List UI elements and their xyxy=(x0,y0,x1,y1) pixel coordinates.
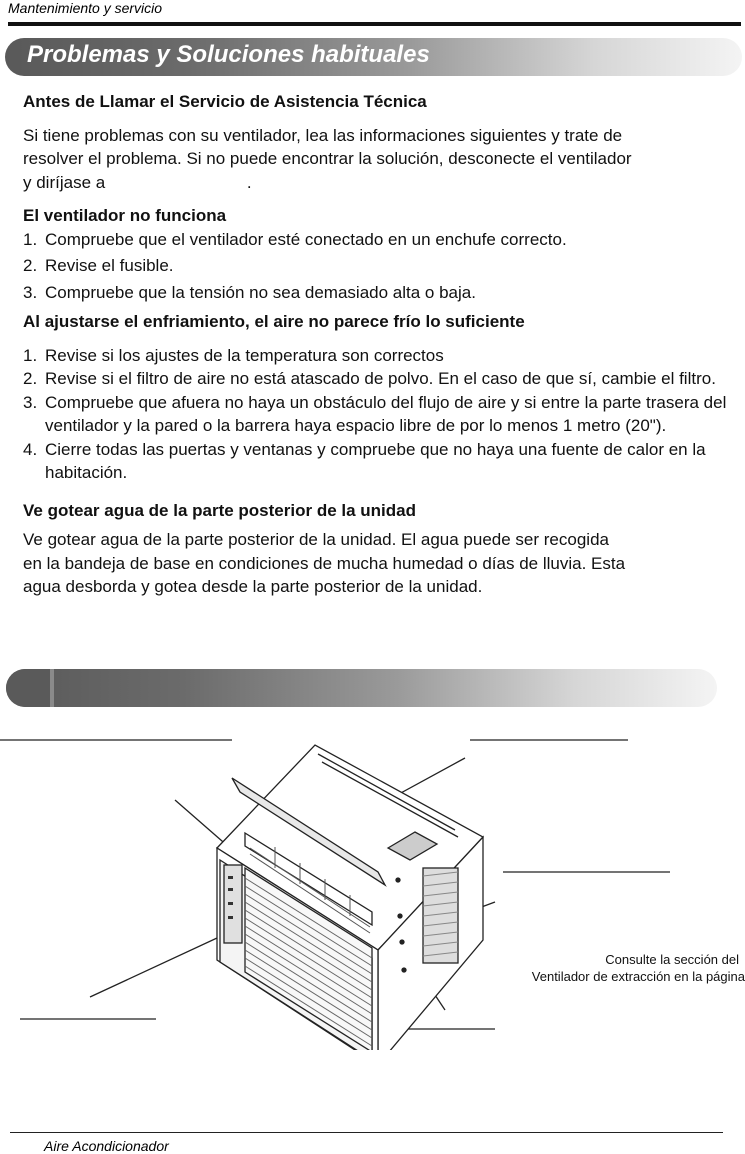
footer-product: Aire Acondicionador xyxy=(44,1138,169,1154)
item-number: 3. xyxy=(23,392,38,412)
diagram-banner xyxy=(6,669,717,707)
section1-list xyxy=(23,228,743,305)
list-item xyxy=(23,281,743,305)
banner-tab xyxy=(6,669,50,707)
intro-line-2: resolver el problema. Si no puede encontrar la solución, desconecte el ventilador xyxy=(23,149,632,168)
list-item xyxy=(23,344,743,368)
list-item xyxy=(23,254,743,278)
air-conditioner-diagram xyxy=(0,720,745,1050)
section-header: Mantenimiento y servicio xyxy=(8,0,163,16)
item-text: Revise el fusible. xyxy=(45,256,174,275)
section2-heading: Al ajustarse el enfriamiento, el aire no parece frío lo suficiente xyxy=(23,312,525,331)
item-number: 2. xyxy=(23,369,38,388)
header-rule xyxy=(8,22,741,26)
section3-line-3: agua desborda y gotea desde la parte posterior de la unidad. xyxy=(23,577,483,596)
list-item xyxy=(23,367,743,391)
list-item xyxy=(23,228,743,252)
item-text: Revise si el filtro de aire no está atascado de polvo. En el caso de que sí, cambie el filtro. xyxy=(45,369,716,388)
intro-line-1: Si tiene problemas con su ventilador, lea las informaciones siguientes y trate de xyxy=(23,125,623,145)
section2-list xyxy=(23,344,743,485)
item-number: 3. xyxy=(23,282,38,302)
section3-heading: Ve gotear agua de la parte posterior de la unidad xyxy=(23,500,416,520)
item-number: 1. xyxy=(23,345,38,365)
footer-rule xyxy=(10,1132,723,1133)
section1-heading: El ventilador no funciona xyxy=(23,206,227,225)
intro-heading: Antes de Llamar el Servicio de Asistencia Técnica xyxy=(23,92,427,111)
item-number: 4. xyxy=(23,439,38,459)
item-text: Cierre todas las puertas y ventanas y compruebe que no haya una fuente de calor en la habitación. xyxy=(45,439,706,482)
item-text: Revise si los ajustes de la temperatura son correctos xyxy=(45,345,444,365)
intro-paragraph xyxy=(23,124,743,195)
section3-line-2: en la bandeja de base en condiciones de mucha humedad o días de lluvia. Esta xyxy=(23,553,626,573)
exhaust-note-line-2: Ventilador de extracción en la página xyxy=(531,969,745,984)
banner-divider xyxy=(50,669,54,707)
intro-line-3: y diríjase a . xyxy=(23,172,252,192)
item-text: Compruebe que el ventilador esté conectado en un enchufe correcto. xyxy=(45,229,567,249)
section3-paragraph xyxy=(23,528,743,599)
item-text: Compruebe que afuera no haya un obstáculo del flujo de aire y si entre la parte trasera del ventilador y la pared o la barrera haya espacio libre de por lo menos 1 metro (20"). xyxy=(45,392,727,435)
exhaust-note-line-1: Consulte la sección del xyxy=(605,952,739,967)
main-content xyxy=(23,90,743,599)
section3-line-1: Ve gotear agua de la parte posterior de la unidad. El agua puede ser recogida xyxy=(23,530,609,549)
page-title: Problemas y Soluciones habituales xyxy=(27,41,430,68)
item-text: Compruebe que la tensión no sea demasiado alta o baja. xyxy=(45,282,476,302)
item-number: 2. xyxy=(23,256,38,275)
list-item xyxy=(23,391,743,438)
item-number: 1. xyxy=(23,229,38,249)
list-item xyxy=(23,438,743,485)
leader-front-panel xyxy=(175,800,230,848)
title-banner xyxy=(5,38,742,76)
